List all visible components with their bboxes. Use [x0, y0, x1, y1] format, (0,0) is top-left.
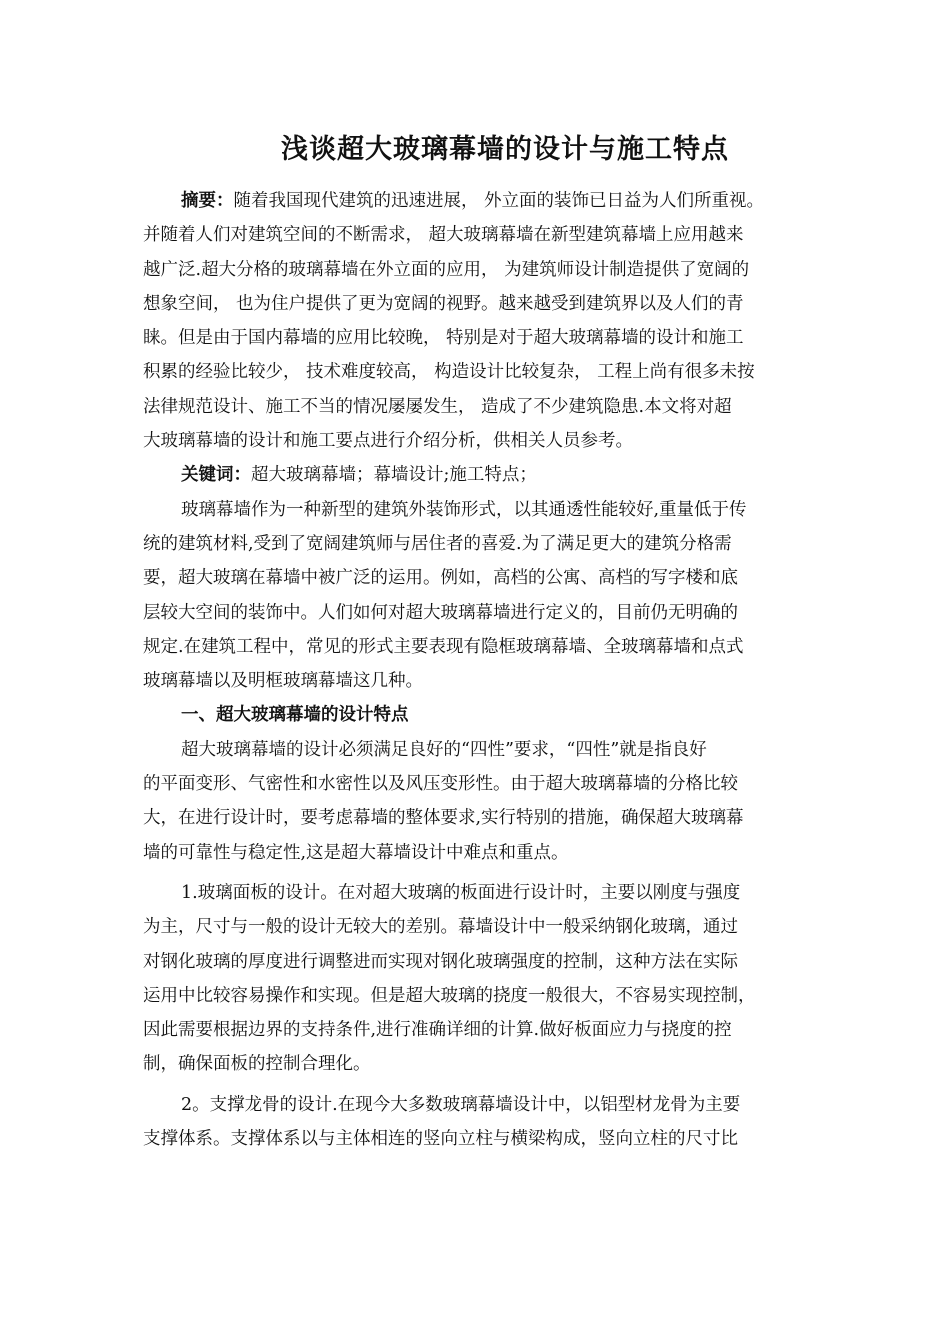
- section-1-heading: 一、超大玻璃幕墙的设计特点: [181, 705, 409, 726]
- item-2-line: 支撑体系。支撑体系以与主体相连的竖向立柱与横梁构成，竖向立柱的尺寸比: [143, 1129, 738, 1150]
- abstract-label: 摘要：: [181, 191, 234, 211]
- section-1-line: 超大玻璃幕墙的设计必须满足良好的“四性”要求，“四性”就是指良好: [181, 739, 707, 760]
- item-1-line: 为主，尺寸与一般的设计无较大的差别。幕墙设计中一般采纳钢化玻璃，通过: [143, 917, 738, 938]
- document-title: 浅谈超大玻璃幕墙的设计与施工特点: [281, 134, 729, 165]
- section-1-line: 的平面变形、气密性和水密性以及风压变形性。由于超大玻璃幕墙的分格比较: [143, 774, 738, 795]
- intro-line: 玻璃幕墙作为一种新型的建筑外装饰形式，以其通透性能较好,重量低于传: [181, 499, 747, 520]
- intro-line: 层较大空间的装饰中。人们如何对超大玻璃幕墙进行定义的，目前仍无明确的: [143, 602, 738, 623]
- section-1-line: 大，在进行设计时，要考虑幕墙的整体要求,实行特别的措施，确保超大玻璃幕: [143, 808, 744, 829]
- abstract-line: 积累的经验比较少， 技术难度较高， 构造设计比较复杂， 工程上尚有很多未按: [143, 362, 755, 383]
- abstract-line: 想象空间， 也为住户提供了更为宽阔的视野。越来越受到建筑界以及人们的青: [143, 293, 744, 314]
- abstract-line: 越广泛.超大分格的玻璃幕墙在外立面的应用， 为建筑师设计制造提供了宽阔的: [143, 259, 750, 280]
- intro-line: 统的建筑材料,受到了宽阔建筑师与居住者的喜爱.为了满足更大的建筑分格需: [143, 533, 732, 554]
- section-1-line: 墙的可靠性与稳定性,这是超大幕墙设计中难点和重点。: [143, 842, 569, 863]
- abstract-line: 并随着人们对建筑空间的不断需求， 超大玻璃幕墙在新型建筑幕墙上应用越来: [143, 225, 744, 246]
- keywords-line: [143, 458, 833, 492]
- intro-line: 要，超大玻璃在幕墙中被广泛的运用。例如，高档的公寓、高档的写字楼和底: [143, 568, 738, 589]
- keywords-label: 关键词：: [181, 465, 251, 486]
- item-1-line: 因此需要根据边界的支持条件,进行准确详细的计算.做好板面应力与挠度的控: [143, 1020, 732, 1041]
- intro-line: 规定.在建筑工程中，常见的形式主要表现有隐框玻璃幕墙、全玻璃幕墙和点式: [143, 636, 744, 657]
- item-1-line: 制，确保面板的控制合理化。: [143, 1054, 371, 1075]
- keywords-text: 超大玻璃幕墙；幕墙设计;施工特点；: [251, 465, 537, 486]
- document-body: [143, 184, 833, 1156]
- intro-line: 玻璃幕墙以及明框玻璃幕墙这几种。: [143, 671, 423, 692]
- item-1-line: 1.玻璃面板的设计。在对超大玻璃的板面进行设计时，主要以刚度与强度: [181, 882, 741, 903]
- item-1-line: 运用中比较容易操作和实现。但是超大玻璃的挠度一般很大，不容易实现控制，: [143, 985, 756, 1006]
- item-2-line: 2。支撑龙骨的设计.在现今大多数玻璃幕墙设计中，以铝型材龙骨为主要: [181, 1094, 741, 1115]
- abstract-line-1: 摘要：随着我国现代建筑的迅速进展， 外立面的装饰已日益为人们所重视。: [181, 191, 765, 211]
- item-1-line: 对钢化玻璃的厚度进行调整进而实现对钢化玻璃强度的控制，这种方法在实际: [143, 951, 738, 972]
- abstract-line: 大玻璃幕墙的设计和施工要点进行介绍分析，供相关人员参考。: [143, 431, 633, 452]
- abstract-line: 睐。但是由于国内幕墙的应用比较晚， 特别是对于超大玻璃幕墙的设计和施工: [143, 328, 744, 349]
- abstract-line: 法律规范设计、施工不当的情况屡屡发生， 造成了不少建筑隐患.本文将对超: [143, 396, 732, 417]
